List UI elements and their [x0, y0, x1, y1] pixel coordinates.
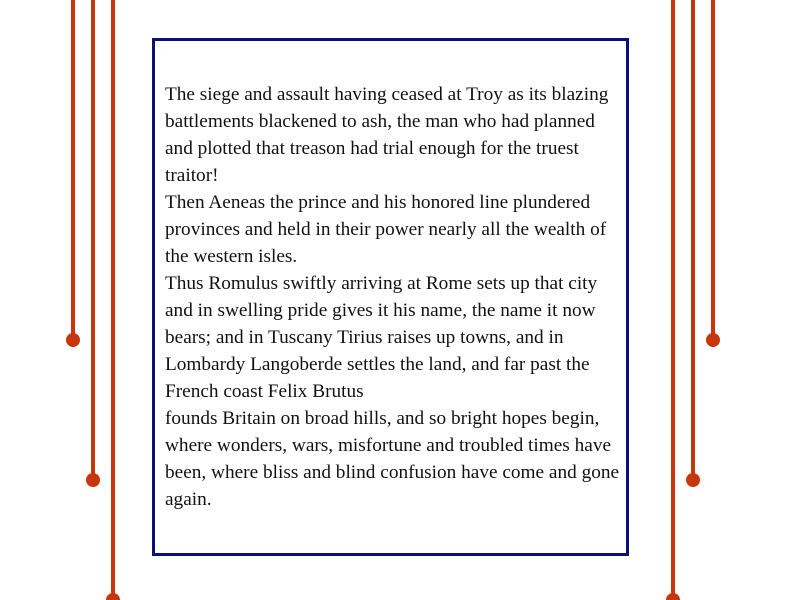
- text-frame: [152, 38, 629, 556]
- right-ornament-dot-outer: [706, 333, 720, 347]
- right-ornament-dot-inner: [666, 593, 680, 600]
- poem-text: [165, 81, 625, 513]
- paragraph-4: founds Britain on broad hills, and so bright hopes begin, where wonders, wars, misfortune and troubled times have been, where bliss and blind confusion have come and gone again.: [165, 408, 620, 510]
- left-ornament-dot-middle: [86, 473, 100, 487]
- left-ornament-dot-inner: [106, 593, 120, 600]
- left-ornament-dot-outer: [66, 333, 80, 347]
- paragraph-3: Thus Romulus swiftly arriving at Rome sets up that city and in swelling pride gives it his name, the name it now bears; and in Tuscany Tirius raises up towns, and in Lombardy Langoberde settles the land, and far past the French coast Felix Brutus: [165, 273, 598, 402]
- right-ornament: [666, 0, 720, 600]
- paragraph-2: Then Aeneas the prince and his honored line plundered provinces and held in their power nearly all the wealth of the western isles.: [165, 192, 607, 267]
- paragraph-1: The siege and assault having ceased at Troy as its blazing battlements blackened to ash, the man who had planned and plotted that treason had trial enough for the truest traitor!: [165, 84, 609, 186]
- left-ornament: [66, 0, 120, 600]
- right-ornament-dot-middle: [686, 473, 700, 487]
